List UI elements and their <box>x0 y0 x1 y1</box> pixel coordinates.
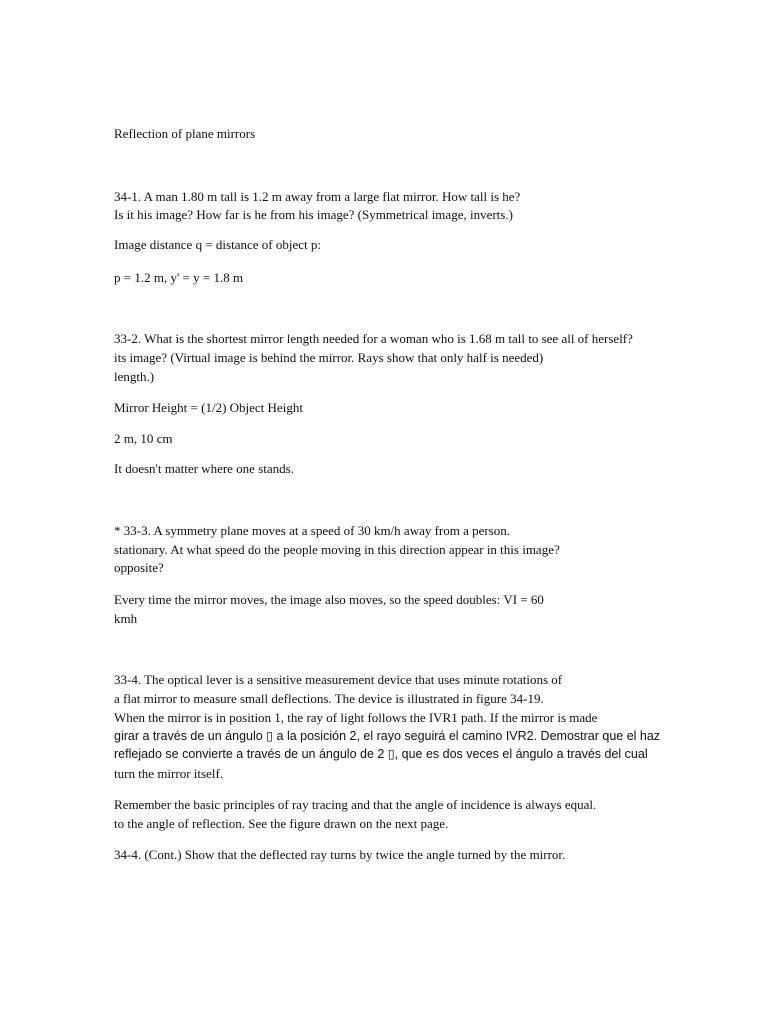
problem-4-line-2: a flat mirror to measure small deflections. The device is illustrated in figure 34-19. <box>114 691 544 706</box>
problem-1-line-2: Is it his image? How far is he from his image? (Symmetrical image, inverts.) <box>114 207 513 222</box>
problem-2-answer-3: It doesn't matter where one stands. <box>114 461 294 476</box>
problem-4-answer-2: to the angle of reflection. See the figure drawn on the next page. <box>114 816 449 831</box>
problem-2-line-3: length.) <box>114 369 155 384</box>
problem-4-line-3: When the mirror is in position 1, the ray of light follows the IVR1 path. If the mirror is made <box>114 710 598 725</box>
problem-2-line-1: 33-2. What is the shortest mirror length needed for a woman who is 1.68 m tall to see all of herself? <box>114 331 633 346</box>
problem-3-answer-1: Every time the mirror moves, the image also moves, so the speed doubles: VI = 60 <box>114 592 544 607</box>
problem-1-line-1: 34-1. A man 1.80 m tall is 1.2 m away from a large flat mirror. How tall is he? <box>114 189 521 204</box>
problem-3-line-2: stationary. At what speed do the people moving in this direction appear in this image? <box>114 542 560 557</box>
document-title: Reflection of plane mirrors <box>114 126 256 141</box>
problem-4-line-5: reflejado se convierte a través de un ángulo de 2 ▯, que es dos veces el ángulo a través del cual <box>114 747 648 761</box>
problem-3-line-1: * 33-3. A symmetry plane moves at a speed of 30 km/h away from a person. <box>114 523 511 538</box>
problem-3-answer-2: kmh <box>114 611 138 626</box>
problem-4-continued: 34-4. (Cont.) Show that the deflected ray turns by twice the angle turned by the mirror. <box>114 847 566 862</box>
problem-2-line-2: its image? (Virtual image is behind the mirror. Rays show that only half is needed) <box>114 350 544 365</box>
problem-1-answer-1: Image distance q = distance of object p: <box>114 237 321 252</box>
problem-4-line-1: 33-4. The optical lever is a sensitive measurement device that uses minute rotations of <box>114 672 563 687</box>
problem-2-answer-1: Mirror Height = (1/2) Object Height <box>114 400 303 415</box>
problem-2-answer-2: 2 m, 10 cm <box>114 431 173 446</box>
problem-4-answer-1: Remember the basic principles of ray tracing and that the angle of incidence is always equal. <box>114 797 597 812</box>
problem-1-answer-2: p = 1.2 m, y' = y = 1.8 m <box>114 270 244 285</box>
problem-3-line-3: opposite? <box>114 560 164 575</box>
problem-4-line-6: turn the mirror itself. <box>114 766 224 781</box>
problem-4-line-4: girar a través de un ángulo ▯ a la posición 2, el rayo seguirá el camino IVR2. Demostrar que el haz <box>114 729 661 743</box>
